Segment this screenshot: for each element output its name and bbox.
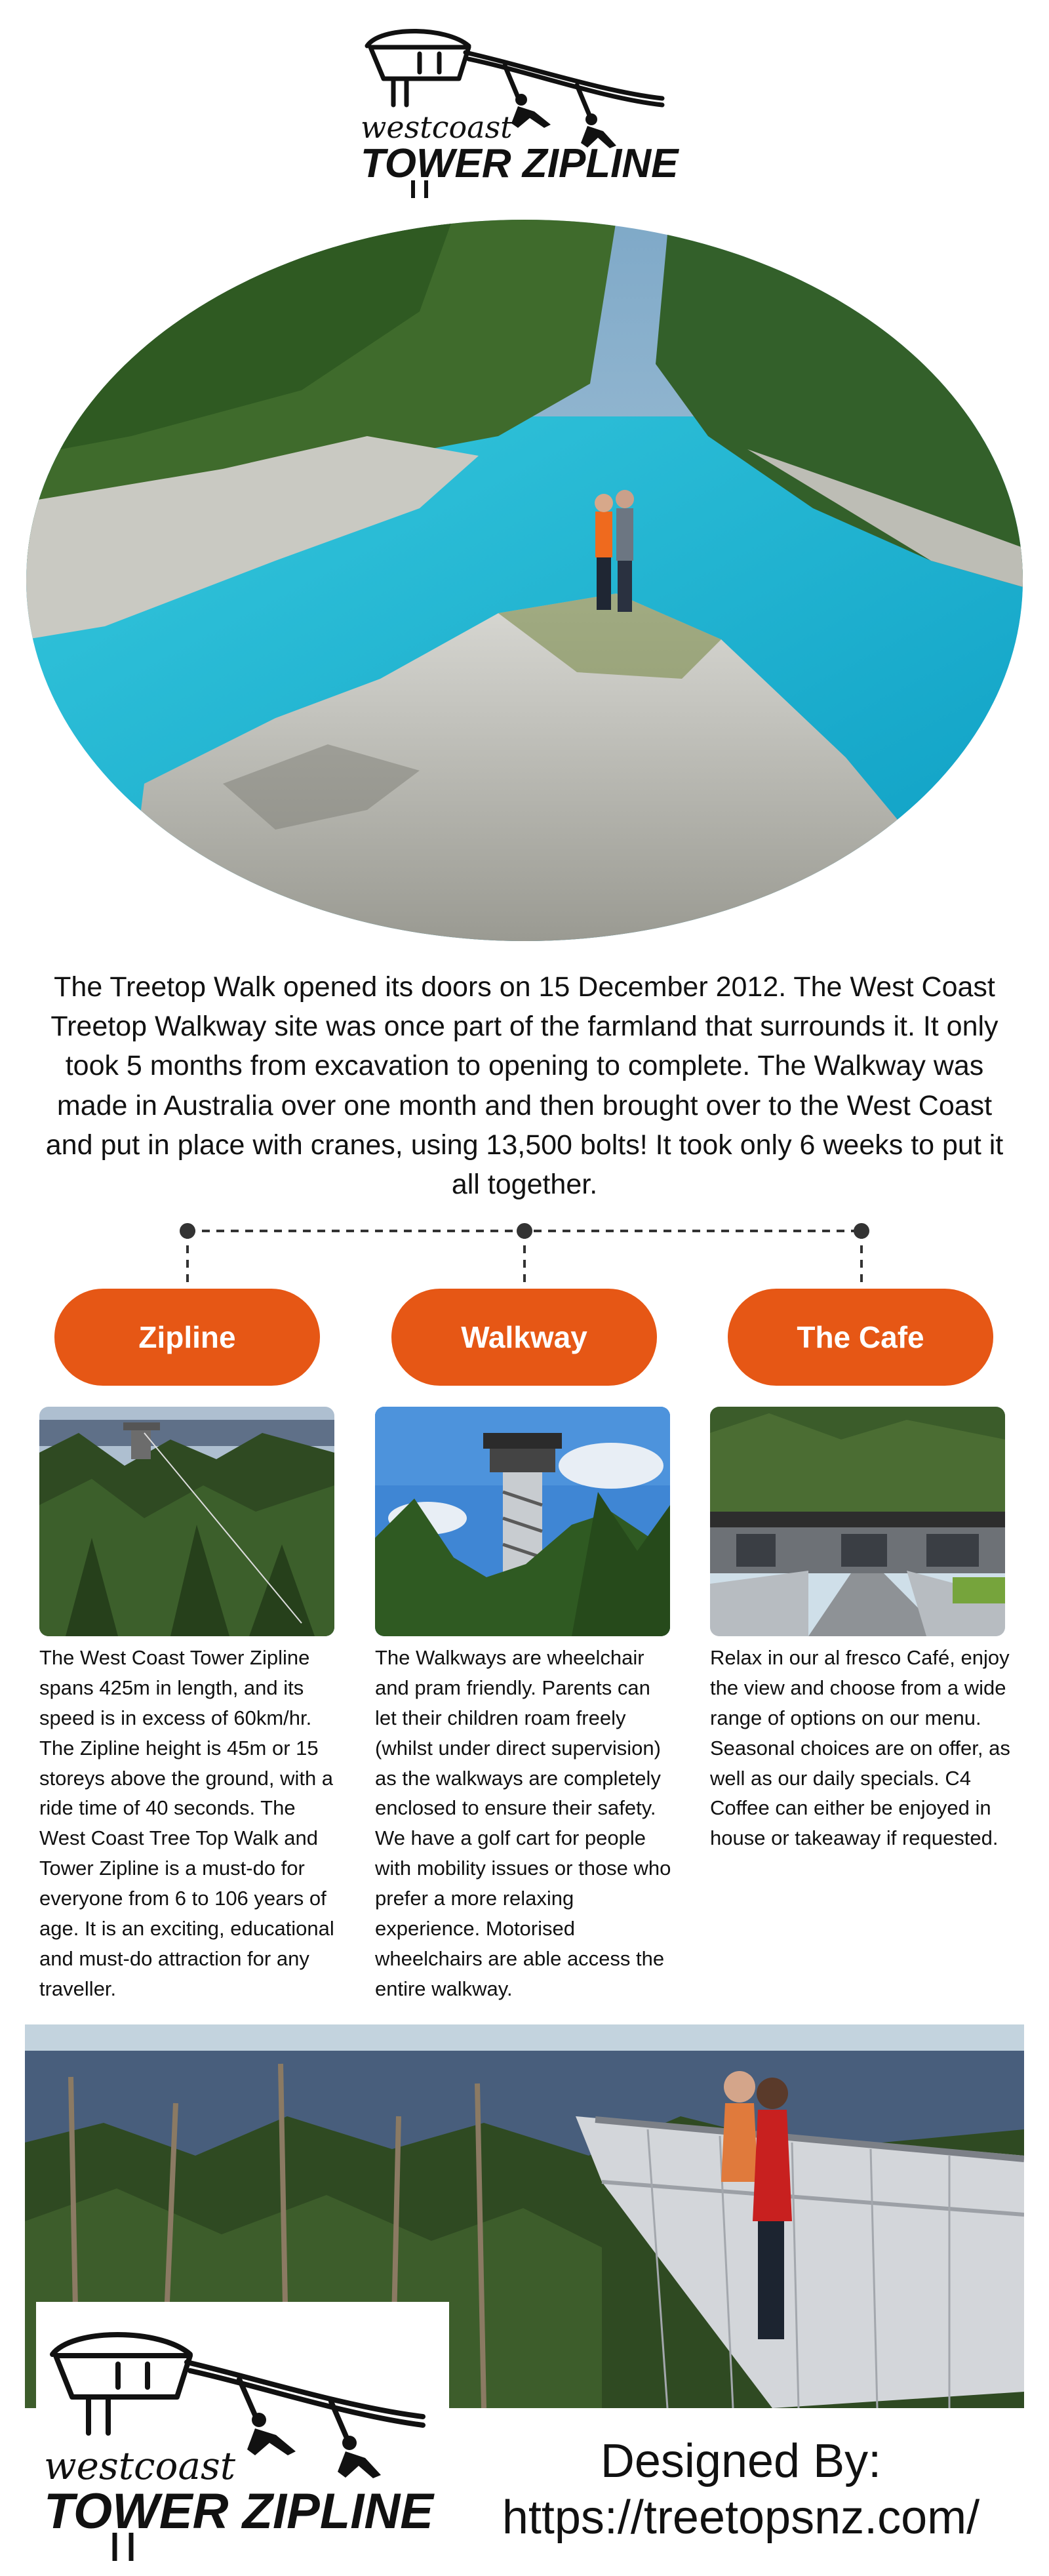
zipline-logo-icon — [354, 20, 695, 203]
section-connector — [170, 1217, 879, 1295]
cafe-description: Relax in our al fresco Café, enjoy the view and choose from a wide range of options on our menu. Seasonal choices are on offer, as well as our daily specials. C4 Coffee can either be enjoyed in house or takeaway if requested. — [710, 1646, 1010, 1850]
connector-dot — [854, 1223, 869, 1239]
zipline-logo-icon — [36, 2302, 449, 2571]
cafe-pill: The Cafe — [728, 1289, 993, 1386]
zipline-pill: Zipline — [54, 1289, 320, 1386]
zipline-photo — [39, 1407, 334, 1636]
cafe-photo — [710, 1407, 1005, 1636]
designed-by — [452, 2433, 1029, 2546]
logo-script-text: westcoast — [44, 2444, 236, 2488]
zipline-description: The West Coast Tower Zipline spans 425m in length, and its speed is in excess of 60km/hr. The Zipline height is 45m or 15 storeys above the ground, with a ride time of 40 seconds. The West Coast Tree Top Walk and Tower Zipline is a must-do for everyone from 6 to 106 years of age. It is an exciting, educational and must-do attraction for any traveller. — [39, 1646, 334, 2000]
logo-bottom — [36, 2302, 449, 2571]
logo-brand-text: TOWER ZIPLINE — [361, 141, 679, 186]
logo-top — [354, 20, 695, 203]
walkway-photo — [375, 1407, 670, 1636]
walkway-pill: Walkway — [391, 1289, 657, 1386]
connector-dot — [180, 1223, 195, 1239]
designed-by-label: Designed By: — [600, 2435, 882, 2487]
walkway-description: The Walkways are wheelchair and pram friendly. Parents can let their children roam freely (whilst under direct supervision) as the walkways are completely enclosed to ensure their safety. We have a golf cart for people with mobility issues or those who prefer a more relaxing experience. Motorised wheelchairs are able access the entire walkway. — [375, 1646, 671, 2000]
designed-by-url[interactable]: https://treetopsnz.com/ — [502, 2491, 980, 2545]
logo-script-text: westcoast — [361, 110, 513, 145]
intro-paragraph: The Treetop Walk opened its doors on 15 December 2012. The West Coast Treetop Walkway site was once part of the farmland that surrounds it. It only took 5 months from excavation to opening to complete. The Walkway was made in Australia over one month and then brought over to the West Coast and put in place with cranes, using 13,500 bolts! It took only 6 weeks to put it all together. — [45, 971, 1004, 1200]
logo-brand-text: TOWER ZIPLINE — [44, 2484, 433, 2539]
hero-river-image — [26, 220, 1023, 941]
connector-dot — [517, 1223, 532, 1239]
